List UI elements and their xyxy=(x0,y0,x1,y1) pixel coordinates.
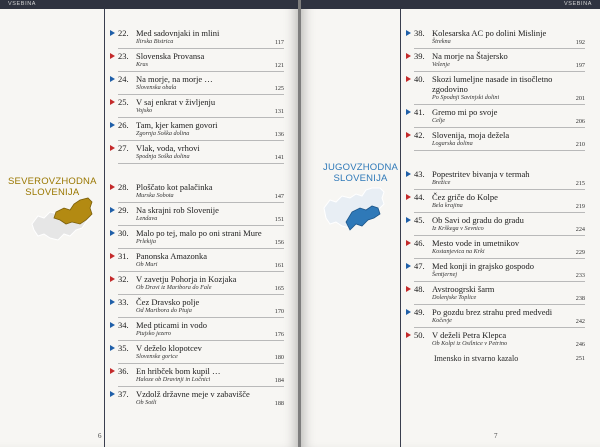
entry-page-number: 224 xyxy=(575,226,585,233)
toc-entry[interactable] xyxy=(104,251,284,269)
toc-entry[interactable] xyxy=(400,130,585,148)
entry-page-number: 141 xyxy=(274,154,284,161)
toc-entry[interactable] xyxy=(400,238,585,256)
entry-page-number: 176 xyxy=(274,331,284,338)
entry-location: Bela krajina xyxy=(432,202,463,209)
toc-entry[interactable] xyxy=(104,120,284,138)
entry-divider xyxy=(118,294,284,295)
entry-divider xyxy=(118,140,284,141)
entry-location: Logarska dolina xyxy=(432,140,473,147)
entry-location: Vojsko xyxy=(136,107,153,114)
entry-title: Avstroogrski šarm xyxy=(432,284,495,294)
entry-location: Ob Muri xyxy=(136,261,158,268)
entry-number: 39. xyxy=(414,51,425,61)
entry-page-number: 184 xyxy=(274,377,284,384)
entry-location: Kras xyxy=(136,61,149,68)
entry-location: Murska Sobota xyxy=(136,192,174,199)
entry-number: 30. xyxy=(118,228,129,238)
blue-arrow-icon xyxy=(110,207,115,213)
entry-divider xyxy=(414,235,585,236)
toc-entry[interactable] xyxy=(104,389,284,407)
header-bar xyxy=(301,0,600,9)
toc-entry[interactable] xyxy=(104,205,284,223)
toc-entry[interactable] xyxy=(104,320,284,338)
entry-location: Ilirska Bistrica xyxy=(136,38,174,45)
blue-arrow-icon xyxy=(406,217,411,223)
entry-divider xyxy=(118,94,284,95)
entry-title: Mesto vode in umetnikov xyxy=(432,238,520,248)
entry-title: Popestritev bivanja v termah xyxy=(432,169,530,179)
blue-arrow-icon xyxy=(110,230,115,236)
red-arrow-icon xyxy=(110,184,115,190)
entry-location: Iz Krškega v Sevnico xyxy=(432,225,484,232)
red-arrow-icon xyxy=(406,194,411,200)
entry-page-number: 125 xyxy=(274,85,284,92)
entry-page-number: 180 xyxy=(274,354,284,361)
entry-page-number: 170 xyxy=(274,308,284,315)
toc-entry[interactable] xyxy=(400,307,585,325)
toc-list-left xyxy=(104,28,284,407)
entry-page-number: 206 xyxy=(575,118,585,125)
entry-title: Na skrajni rob Slovenije xyxy=(136,205,219,215)
blue-arrow-icon xyxy=(110,322,115,328)
entry-page-number: 131 xyxy=(274,108,284,115)
blue-arrow-icon xyxy=(406,109,411,115)
index-title: Imensko in stvarno kazalo xyxy=(434,354,519,363)
red-arrow-icon xyxy=(110,253,115,259)
entry-page-number: 215 xyxy=(575,180,585,187)
entry-number: 37. xyxy=(118,389,129,399)
region-title-line: SLOVENIJA xyxy=(333,173,388,184)
entry-location: Dolenjske Toplice xyxy=(432,294,477,301)
header-label: VSEBINA xyxy=(8,1,37,7)
toc-entry[interactable] xyxy=(104,297,284,315)
entry-location: Haloze ob Dravinji in Ločnici xyxy=(136,376,211,383)
entry-number: 22. xyxy=(118,28,129,38)
entry-divider xyxy=(414,48,585,49)
entry-number: 35. xyxy=(118,343,129,353)
entry-title: Slovenska Provansa xyxy=(136,51,205,61)
entry-number: 36. xyxy=(118,366,129,376)
entry-page-number: 165 xyxy=(274,285,284,292)
entry-location: Od Maribora do Ptuja xyxy=(136,307,192,314)
toc-entry[interactable] xyxy=(400,74,585,102)
entry-location: Spodnja Soška dolina xyxy=(136,153,190,160)
entry-page-number: 161 xyxy=(274,262,284,269)
entry-location: Brežice xyxy=(432,179,451,186)
toc-entry[interactable] xyxy=(400,330,585,348)
entry-number: 49. xyxy=(414,307,425,317)
entry-page-number: 197 xyxy=(575,62,585,69)
entry-number: 25. xyxy=(118,97,129,107)
blue-arrow-icon xyxy=(406,30,411,36)
entry-number: 50. xyxy=(414,330,425,340)
entry-title: En hribček bom kupil … xyxy=(136,366,221,376)
entry-title: Med konji in grajsko gospodo xyxy=(432,261,534,271)
entry-title: Kolesarska AC po dolini Mislinje xyxy=(432,28,547,38)
entry-divider xyxy=(118,225,284,226)
region-title-southeast xyxy=(323,162,398,184)
region-title-line: JUGOVZHODNA xyxy=(323,162,399,173)
entry-title: Gremo mi po svoje xyxy=(432,107,498,117)
toc-entry[interactable] xyxy=(400,51,585,69)
red-arrow-icon xyxy=(406,240,411,246)
entry-title: Ob Savi od gradu do gradu xyxy=(432,215,524,225)
entry-location: Ob Sotli xyxy=(136,399,157,406)
region-title-line: SLOVENIJA xyxy=(25,187,80,198)
entry-page-number: 201 xyxy=(575,95,585,102)
entry-number: 41. xyxy=(414,107,425,117)
entry-location: Ob Kolpi iz Osilnice v Petrino xyxy=(432,340,508,347)
header-bar xyxy=(0,0,298,9)
toc-entry[interactable] xyxy=(104,366,284,384)
entry-title: Vlak, voda, vrhovi xyxy=(136,143,200,153)
slovenia-map-northeast-icon xyxy=(30,196,100,244)
entry-title: Med sadovnjaki in mlini xyxy=(136,28,220,38)
red-arrow-icon xyxy=(110,99,115,105)
left-page xyxy=(0,0,298,447)
entry-title: Tam, kjer kamen govori xyxy=(136,120,218,130)
red-arrow-icon xyxy=(406,286,411,292)
index-page: 251 xyxy=(575,355,585,362)
toc-entry[interactable] xyxy=(104,143,284,161)
entry-page-number: 156 xyxy=(274,239,284,246)
entry-number: 27. xyxy=(118,143,129,153)
toc-entry[interactable] xyxy=(400,107,585,125)
blue-arrow-icon xyxy=(110,299,115,305)
toc-entry[interactable] xyxy=(400,215,585,233)
entry-number: 45. xyxy=(414,215,425,225)
entry-divider xyxy=(414,189,585,190)
entry-location: Zgornja Soška dolina xyxy=(136,130,190,137)
entry-divider xyxy=(118,117,284,118)
red-arrow-icon xyxy=(110,368,115,374)
entry-location: Slovenska obala xyxy=(136,84,177,91)
entry-title: Čez griče do Kolpe xyxy=(432,192,498,202)
entry-divider xyxy=(118,163,284,164)
entry-title: Ploščato kot palačinka xyxy=(136,182,213,192)
entry-location: Lendava xyxy=(136,215,158,222)
entry-page-number: 229 xyxy=(575,249,585,256)
entry-divider xyxy=(414,258,585,259)
entry-page-number: 147 xyxy=(274,193,284,200)
entry-location: Ptujsko jezero xyxy=(136,330,171,337)
entry-divider xyxy=(118,248,284,249)
slovenia-map-southeast-icon xyxy=(322,186,394,234)
index-row[interactable] xyxy=(400,354,585,364)
entry-title: Po gozdu brez strahu pred medvedi xyxy=(432,307,553,317)
entry-title: Slovenija, moja dežela xyxy=(432,130,510,140)
entry-title: Na morje, na morje … xyxy=(136,74,213,84)
toc-entry[interactable] xyxy=(104,343,284,361)
entry-page-number: 246 xyxy=(575,341,585,348)
entry-divider xyxy=(414,304,585,305)
toc-entry[interactable] xyxy=(400,192,585,210)
entry-title: Vzdolž državne meje v zabavišče xyxy=(136,389,250,399)
entry-number: 29. xyxy=(118,205,129,215)
toc-entry[interactable] xyxy=(104,51,284,69)
entry-location: Velenje xyxy=(432,61,450,68)
entry-divider xyxy=(414,71,585,72)
entry-title: Panonska Amazonka xyxy=(136,251,208,261)
entry-location: Kočevje xyxy=(432,317,452,324)
entry-divider xyxy=(414,327,585,328)
red-arrow-icon xyxy=(110,145,115,151)
entry-number: 31. xyxy=(118,251,129,261)
red-arrow-icon xyxy=(110,276,115,282)
toc-entry[interactable] xyxy=(104,74,284,92)
entry-number: 33. xyxy=(118,297,129,307)
entry-number: 46. xyxy=(414,238,425,248)
red-arrow-icon xyxy=(406,132,411,138)
entry-location: Po Spodnji Savinjski dolini xyxy=(432,94,500,101)
toc-entry[interactable] xyxy=(104,274,284,292)
entry-number: 42. xyxy=(414,130,425,140)
entry-location: Slovenske gorice xyxy=(136,353,178,360)
entry-location: Štrekna xyxy=(432,38,451,45)
toc-entry[interactable] xyxy=(104,228,284,246)
entry-title: Čez Dravsko polje xyxy=(136,297,200,307)
toc-list-right xyxy=(400,28,585,348)
blue-arrow-icon xyxy=(110,122,115,128)
entry-number: 38. xyxy=(414,28,425,38)
entry-location: Prlekija xyxy=(136,238,156,245)
blue-arrow-icon xyxy=(110,345,115,351)
entry-page-number: 233 xyxy=(575,272,585,279)
toc-entry[interactable] xyxy=(400,28,585,46)
page-number-right: 7 xyxy=(494,432,498,440)
entry-title: V deželi Petra Klepca xyxy=(432,330,507,340)
entry-page-number: 219 xyxy=(575,203,585,210)
entry-title: V deželo klopotcev xyxy=(136,343,202,353)
entry-number: 26. xyxy=(118,120,129,130)
entry-page-number: 136 xyxy=(274,131,284,138)
entry-number: 44. xyxy=(414,192,425,202)
blue-arrow-icon xyxy=(110,76,115,82)
entry-divider xyxy=(118,386,284,387)
entry-divider xyxy=(118,340,284,341)
blue-arrow-icon xyxy=(406,309,411,315)
entry-number: 34. xyxy=(118,320,129,330)
entry-page-number: 192 xyxy=(575,39,585,46)
entry-divider xyxy=(118,363,284,364)
entry-number: 32. xyxy=(118,274,129,284)
entry-number: 23. xyxy=(118,51,129,61)
entry-divider xyxy=(118,48,284,49)
entry-divider xyxy=(414,212,585,213)
entry-number: 28. xyxy=(118,182,129,192)
blue-arrow-icon xyxy=(110,391,115,397)
entry-number: 24. xyxy=(118,74,129,84)
entry-divider xyxy=(118,202,284,203)
entry-title-cont: zgodovino xyxy=(432,84,468,94)
entry-page-number: 151 xyxy=(274,216,284,223)
entry-page-number: 210 xyxy=(575,141,585,148)
entry-number: 43. xyxy=(414,169,425,179)
toc-entry[interactable] xyxy=(400,284,585,302)
header-label: VSEBINA xyxy=(563,1,592,7)
entry-title: V zavetju Pohorja in Kozjaka xyxy=(136,274,237,284)
entry-number: 40. xyxy=(414,74,425,84)
entry-divider xyxy=(414,127,585,128)
entry-title: Malo po tej, malo po oni strani Mure xyxy=(136,228,262,238)
entry-title: Na morje na Štajersko xyxy=(432,51,508,61)
entry-title: Med pticami in vodo xyxy=(136,320,208,330)
entry-location: Šentjernej xyxy=(432,271,458,278)
entry-location: Celje xyxy=(432,117,446,124)
red-arrow-icon xyxy=(110,53,115,59)
region-title-northeast xyxy=(8,176,97,198)
entry-page-number: 242 xyxy=(575,318,585,325)
entry-title: V saj enkrat v življenju xyxy=(136,97,216,107)
index-tick xyxy=(400,354,401,365)
entry-divider xyxy=(414,104,585,105)
blue-arrow-icon xyxy=(406,171,411,177)
region-title-line: SEVEROVZHODNA xyxy=(8,176,97,187)
toc-entry[interactable] xyxy=(400,169,585,187)
red-arrow-icon xyxy=(406,76,411,82)
entry-title: Skozi lumeljne nasade in tisočletno xyxy=(432,74,553,84)
red-arrow-icon xyxy=(406,53,411,59)
entry-divider xyxy=(118,71,284,72)
entry-page-number: 121 xyxy=(274,62,284,69)
entry-number: 47. xyxy=(414,261,425,271)
red-arrow-icon xyxy=(406,332,411,338)
blue-arrow-icon xyxy=(406,263,411,269)
entry-page-number: 117 xyxy=(274,39,284,46)
toc-entry[interactable] xyxy=(400,261,585,279)
entry-divider xyxy=(118,271,284,272)
entry-divider xyxy=(414,150,585,151)
toc-entry[interactable] xyxy=(104,182,284,200)
entry-page-number: 188 xyxy=(274,400,284,407)
page-number-left: 6 xyxy=(98,432,102,440)
toc-entry[interactable] xyxy=(104,28,284,46)
entry-location: Ob Dravi iz Maribora do Fale xyxy=(136,284,212,291)
entry-page-number: 238 xyxy=(575,295,585,302)
blue-arrow-icon xyxy=(110,30,115,36)
entry-location: Kostanjevica na Krki xyxy=(432,248,485,255)
entry-divider xyxy=(414,281,585,282)
toc-entry[interactable] xyxy=(104,97,284,115)
entry-divider xyxy=(118,317,284,318)
entry-number: 48. xyxy=(414,284,425,294)
